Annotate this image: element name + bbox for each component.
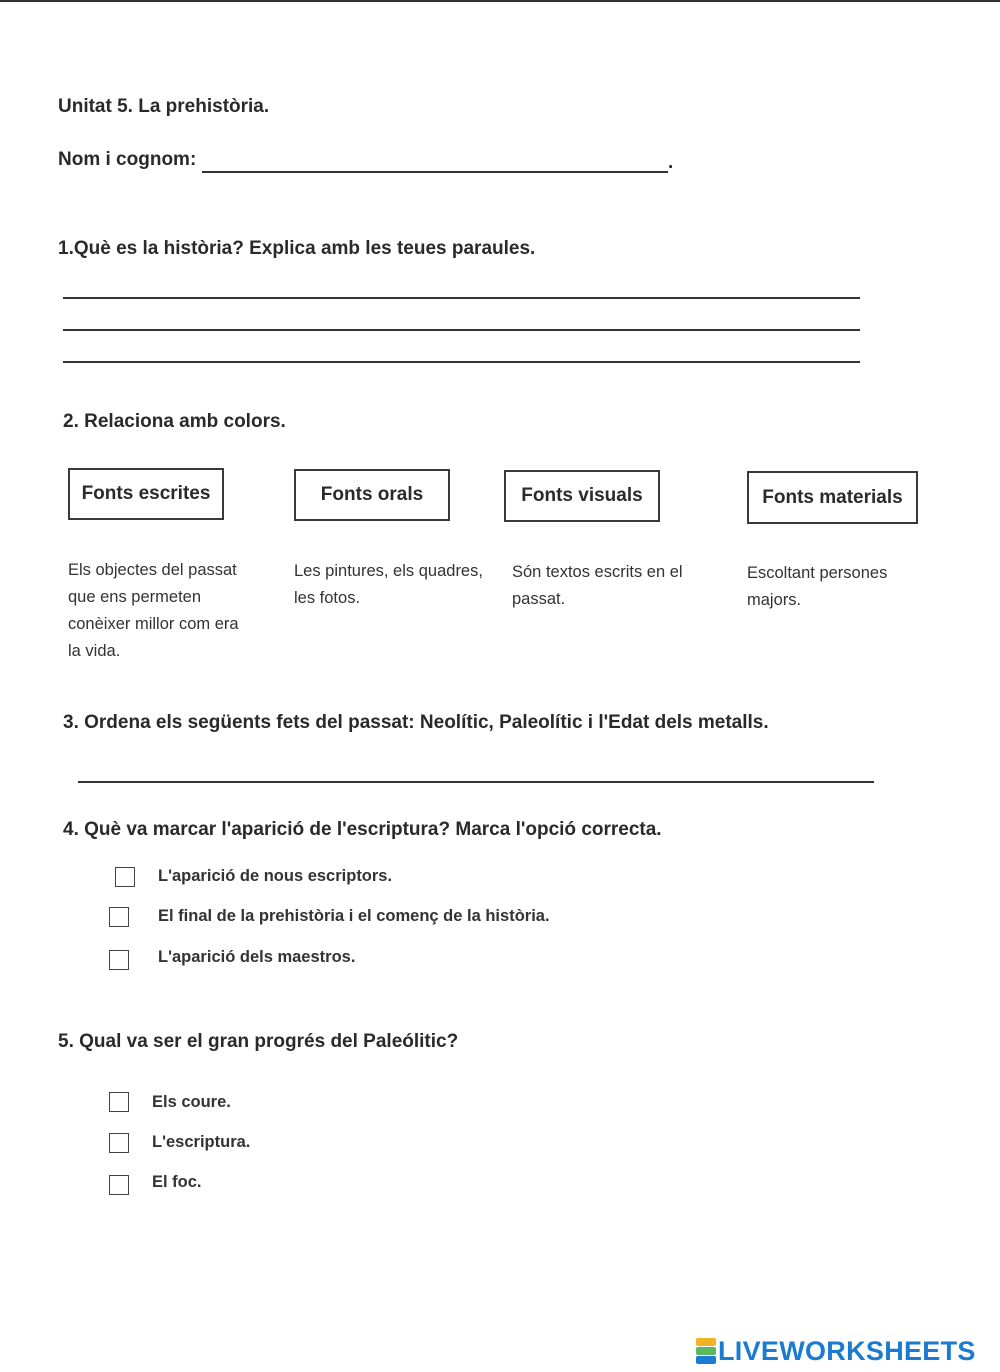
- description-line: Escoltant persones: [747, 564, 888, 582]
- order-answer-line[interactable]: [78, 781, 874, 783]
- question-4-title: 4. Què va marcar l'aparició de l'escriptura? Marca l'opció correcta.: [63, 819, 662, 840]
- question-1-title: 1.Què es la història? Explica amb les teues paraules.: [58, 238, 536, 259]
- answer-line-1[interactable]: [63, 297, 860, 299]
- logo-stripe-icon: [696, 1347, 716, 1355]
- q4-option-1-label: L'aparició de nous escriptors.: [158, 867, 393, 885]
- description-line: que ens permeten: [68, 588, 202, 606]
- box-fonts-materials[interactable]: Fonts materials: [747, 471, 918, 524]
- name-input-line[interactable]: [202, 171, 668, 173]
- checkbox-q4-option-1[interactable]: [115, 867, 135, 887]
- description-line: Les pintures, els quadres,: [294, 562, 483, 580]
- box-fonts-orals[interactable]: Fonts orals: [294, 469, 450, 521]
- answer-line-3[interactable]: [63, 361, 860, 363]
- q5-option-2-label: L'escriptura.: [152, 1133, 251, 1151]
- box-fonts-visuals[interactable]: Fonts visuals: [504, 470, 660, 522]
- description-line: conèixer millor com era: [68, 615, 239, 633]
- description-escoltant[interactable]: [747, 560, 962, 614]
- logo-stripe-icon: [696, 1338, 716, 1346]
- checkbox-q4-option-3[interactable]: [109, 950, 129, 970]
- name-end-dot: .: [668, 152, 674, 173]
- liveworksheets-logo-icon: [696, 1338, 716, 1364]
- description-line: la vida.: [68, 642, 121, 660]
- name-label: Nom i cognom:: [58, 149, 197, 170]
- checkbox-q5-option-1[interactable]: [109, 1092, 129, 1112]
- description-textos[interactable]: [512, 559, 727, 613]
- box-fonts-escrites[interactable]: Fonts escrites: [68, 468, 224, 520]
- description-line: Són textos escrits en el: [512, 563, 683, 581]
- unit-title: Unitat 5. La prehistòria.: [58, 96, 270, 117]
- checkbox-q5-option-3[interactable]: [109, 1175, 129, 1195]
- q4-option-2-label: El final de la prehistòria i el començ de la història.: [158, 907, 550, 925]
- q5-option-1-label: Els coure.: [152, 1093, 231, 1111]
- checkbox-q4-option-2[interactable]: [109, 907, 129, 927]
- scan-top-border: [0, 0, 1000, 2]
- description-line: majors.: [747, 591, 802, 609]
- description-line: Els objectes del passat: [68, 561, 237, 579]
- liveworksheets-logo: [696, 1336, 976, 1366]
- question-3-title: 3. Ordena els següents fets del passat: Neolític, Paleolític i l'Edat dels metalls.: [63, 712, 769, 733]
- liveworksheets-logo-text: LIVEWORKSHEETS: [718, 1335, 976, 1366]
- checkbox-q5-option-2[interactable]: [109, 1133, 129, 1153]
- description-line: les fotos.: [294, 589, 361, 607]
- q4-option-3-label: L'aparició dels maestros.: [158, 948, 356, 966]
- description-line: passat.: [512, 590, 566, 608]
- answer-line-2[interactable]: [63, 329, 860, 331]
- logo-stripe-icon: [696, 1356, 716, 1364]
- question-2-title: 2. Relaciona amb colors.: [63, 411, 286, 432]
- description-pintures[interactable]: [294, 558, 509, 612]
- description-objectes[interactable]: [68, 557, 288, 665]
- question-5-title: 5. Qual va ser el gran progrés del Paleólitic?: [58, 1031, 459, 1052]
- q5-option-3-label: El foc.: [152, 1173, 202, 1191]
